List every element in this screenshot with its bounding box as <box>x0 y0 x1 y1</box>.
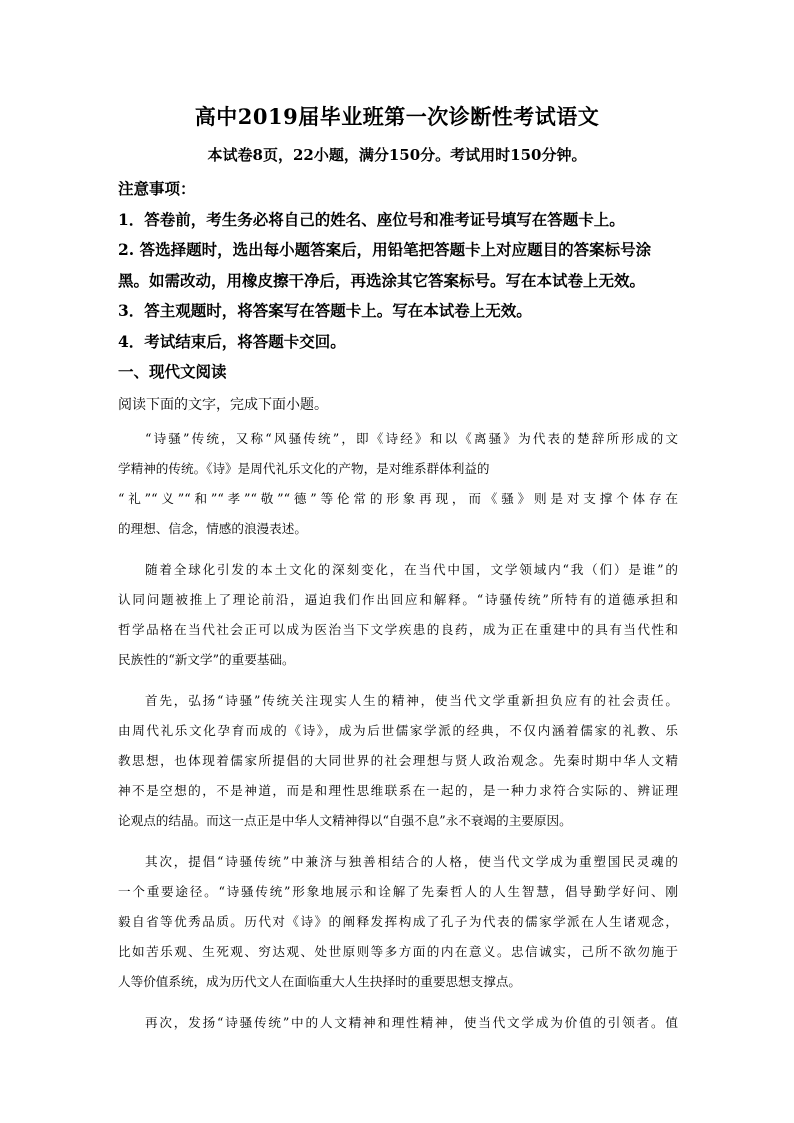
notice-block <box>118 174 688 388</box>
exam-title: 高中2019届毕业班第一次诊断性考试语文 <box>194 104 600 129</box>
passage-line: 的理想、信念，情感的浪漫表述。 <box>118 521 307 536</box>
passage-line: “礼”“义”“和”“孝”“敬”“德”等伦常的形象再现，而《骚》则是对支撑个体存在 <box>118 491 678 506</box>
passage-line: 哲学品格在当代社会正可以成为医治当下文学疾患的良药，成为正在重建中的具有当代性和 <box>118 622 678 637</box>
passage-line: 随着全球化引发的本土文化的深刻变化，在当代中国，文学领域内“我（们）是谁”的 <box>145 562 678 577</box>
notice-item: 4．考试结束后，将答题卡交回。 <box>118 331 346 351</box>
passage-line: 人等价值系统，成为历代文人在面临重大人生抉择时的重要思想支撑点。 <box>118 974 521 989</box>
notice-item: 黑。如需改动，用橡皮擦干净后，再选涂其它答案标号。写在本试卷上无效。 <box>118 270 646 290</box>
notice-heading: 注意事项： <box>118 179 196 198</box>
reading-instruction: 阅读下面的文字，完成下面小题。 <box>118 397 328 413</box>
passage-line: 学精神的传统。《诗》是周代礼乐文化的产物，是对维系群体利益的 <box>118 461 490 476</box>
section-heading: 一、现代文阅读 <box>118 362 227 381</box>
passage-line: “诗骚”传统，又称“风骚传统”，即《诗经》和以《离骚》为代表的楚辞所形成的文 <box>145 431 678 446</box>
passage-line: 民族性的“新文学”的重要基础。 <box>118 652 295 667</box>
passage-line: 比如苦乐观、生死观、穷达观、处世原则等多方面的内在意义。忠信诚实，己所不欲勿施于 <box>118 944 678 959</box>
passage-line: 教思想，也体现着儒家所提倡的大同世界的社会理想与贤人政治观念。先秦时期中华人文精 <box>118 753 678 768</box>
notice-item: 2. 答选择题时，选出每小题答案后，用铅笔把答题卡上对应题目的答案标号涂 <box>118 240 652 259</box>
passage-line: 论观点的结晶。而这一点正是中华人文精神得以“自强不息”永不衰竭的主要原因。 <box>118 813 572 828</box>
passage-line: 再次，发扬“诗骚传统”中的人文精神和理性精神，使当代文学成为价值的引领者。值 <box>145 1015 678 1030</box>
reading-passage <box>118 424 678 1038</box>
notice-item: 1．答卷前，考生务必将自己的姓名、座位号和准考证号填写在答题卡上。 <box>118 209 625 229</box>
passage-line: 一个重要途径。“诗骚传统”形象地展示和诠解了先秦哲人的人生智慧，倡导勤学好问、刚 <box>118 884 678 899</box>
passage-line: 毅自省等优秀品质。历代对《诗》的阐释发挥构成了孔子为代表的儒家学派在人生诸观念， <box>118 914 678 929</box>
passage-line: 首先，弘扬“诗骚”传统关注现实人生的精神，使当代文学重新担负应有的社会责任。 <box>145 693 678 708</box>
notice-item: 3．答主观题时，将答案写在答题卡上。写在本试卷上无效。 <box>118 301 532 320</box>
passage-line: 其次，提倡“诗骚传统”中兼济与独善相结合的人格，使当代文学成为重塑国民灵魂的 <box>145 854 678 869</box>
passage-line: 由周代礼乐文化孕育而成的《诗》，成为后世儒家学派的经典，不仅内涵着儒家的礼教、乐 <box>118 723 678 738</box>
passage-line: 认同问题被推上了理论前沿，逼迫我们作出回应和解释。“诗骚传统”所特有的道德承担和 <box>118 592 678 607</box>
exam-subtitle: 本试卷8页，22小题，满分150分。考试用时150分钟。 <box>207 146 587 164</box>
passage-line: 神不是空想的，不是神道，而是和理性思维联系在一起的，是一种力求符合实际的、辨证理 <box>118 783 678 798</box>
